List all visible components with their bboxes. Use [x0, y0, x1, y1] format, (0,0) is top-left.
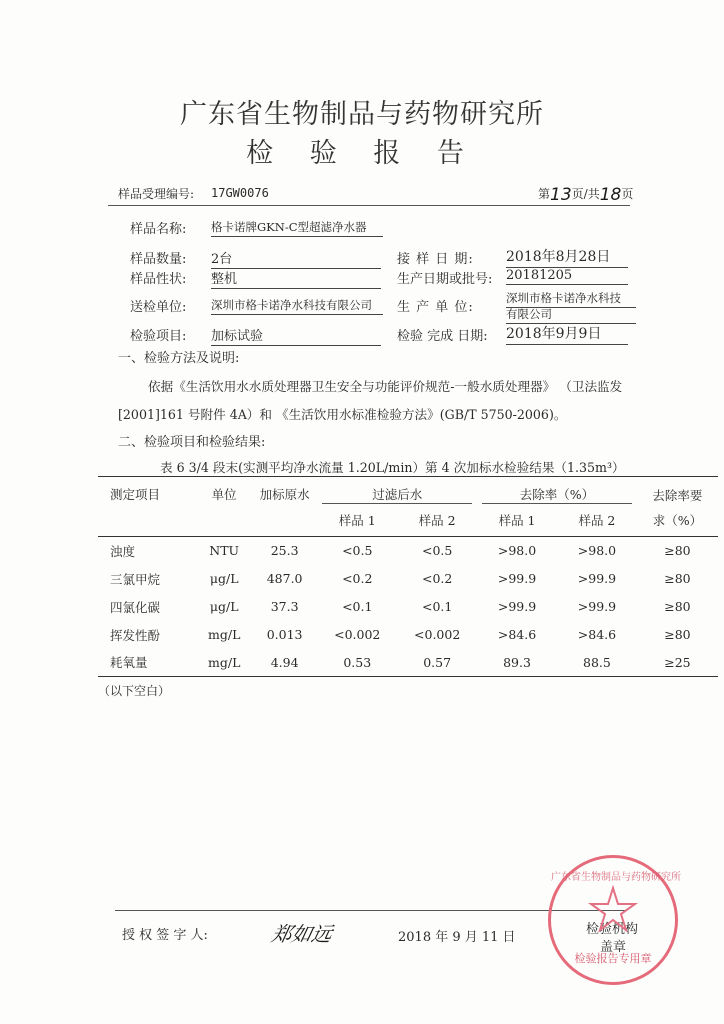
cell-f2: <0.002	[414, 627, 461, 642]
cell-unit: mg/L	[208, 654, 241, 670]
header-rule	[108, 205, 630, 206]
method-line1: 依据《生活饮用水水质处理器卫生安全与功能评价规范-一般水质处理器》 （卫法监发	[148, 379, 623, 394]
cell-item: 三氯甲烷	[110, 571, 161, 587]
cell-item: 浊度	[110, 543, 136, 559]
header-unit: 单位	[211, 487, 237, 502]
cell-r2: >99.9	[577, 571, 617, 586]
state-value: 整机	[211, 268, 381, 289]
header-r-sample2: 样品 2	[578, 513, 616, 529]
seal-label-1: 检验机构	[586, 922, 639, 937]
sample-name-value: 格卡诺牌GKN-C型超滤净水器	[211, 219, 383, 237]
cell-f1: <0.002	[334, 627, 381, 642]
blank-note: （以下空白）	[98, 684, 171, 698]
receive-date-value: 2018年8月28日	[506, 246, 628, 268]
header-r-sample1: 样品 1	[498, 513, 536, 529]
cell-r2: 88.5	[583, 654, 611, 670]
sender-value: 深圳市格卡诺净水科技有限公司	[211, 297, 383, 315]
header-required-2: 求（%）	[652, 513, 703, 529]
method-line2: [2001]161 号附件 4A）和 《生活饮用水标准检验方法》(GB/T 5750-2006)。	[118, 407, 567, 422]
cell-unit: NTU	[209, 543, 240, 559]
cell-f2: <0.5	[421, 543, 453, 559]
cell-r2: >98.0	[577, 543, 617, 559]
header-f-sample1: 样品 1	[338, 513, 376, 529]
cell-raw: 487.0	[266, 571, 303, 586]
method-heading: 一、检验方法及说明:	[118, 351, 240, 366]
cell-req: ≥80	[664, 571, 691, 586]
sender-label: 送检单位:	[130, 300, 187, 315]
header-f-sample2: 样品 2	[418, 513, 456, 529]
item-value: 加标试验	[211, 325, 381, 346]
cell-r1: 89.3	[503, 654, 531, 670]
receive-date-label: 接 样 日 期:	[397, 252, 474, 267]
cell-raw: 0.013	[266, 627, 303, 642]
cell-r1: >84.6	[497, 627, 537, 642]
cell-r2: >84.6	[577, 627, 617, 642]
cell-unit: μg/L	[209, 599, 239, 614]
complete-date-label: 检验 完成 日期:	[397, 329, 488, 344]
cell-req: ≥25	[664, 654, 691, 670]
header-filtered	[317, 477, 477, 505]
cell-f2: <0.2	[421, 571, 453, 586]
header-required-1: 去除率要	[652, 487, 703, 503]
page-prefix: 第	[538, 187, 551, 201]
page-current: 13	[550, 185, 572, 205]
cell-item: 耗氧量	[110, 655, 148, 671]
header-removal-text: 去除率（%）	[482, 485, 632, 504]
table-caption: 表 6 3/4 段末(实测平均净水流量 1.20L/min）第 4 次加标水检验结果（1.35m³）	[160, 460, 625, 475]
results-heading: 二、检验项目和检验结果:	[118, 435, 266, 450]
item-label: 检验项目:	[130, 329, 187, 344]
cell-raw: 25.3	[270, 543, 299, 559]
complete-date-value: 2018年9月9日	[506, 323, 628, 345]
stamp-text-1: 广东省生物制品与药物研究所	[551, 872, 681, 883]
table-body	[98, 537, 718, 677]
state-label: 样品性状:	[130, 272, 187, 287]
header-item: 测定项目	[110, 487, 161, 502]
table-row	[98, 649, 718, 677]
cell-req: ≥80	[664, 543, 691, 559]
institute-name: 广东省生物制品与药物研究所	[180, 99, 544, 130]
cell-item: 挥发性酚	[110, 627, 161, 643]
quantity-label: 样品数量:	[130, 252, 187, 267]
producer-value-line1: 深圳市格卡诺净水科技	[506, 290, 636, 308]
page-indicator	[538, 185, 634, 205]
signature: 郑如远	[269, 922, 335, 946]
table-row	[98, 537, 718, 565]
page-total: 18	[599, 185, 622, 205]
results-table	[98, 476, 718, 677]
cell-r2: >99.9	[577, 599, 617, 614]
sample-name-label: 样品名称:	[130, 222, 187, 237]
cell-raw: 37.3	[270, 599, 299, 614]
table-row	[98, 593, 718, 621]
signer-label: 授 权 签 字 人:	[122, 928, 208, 943]
cell-r1: >99.9	[497, 599, 537, 614]
producer-label: 生 产 单 位:	[397, 300, 474, 315]
cell-req: ≥80	[664, 599, 691, 614]
accept-no-label: 样品受理编号:	[118, 187, 195, 201]
table-row	[98, 621, 718, 649]
cell-f1: 0.53	[343, 654, 372, 670]
seal-label-2: 盖章	[600, 940, 627, 955]
producer-value-line2: 有限公司	[506, 306, 636, 324]
official-seal	[548, 855, 681, 985]
cell-f2: <0.1	[421, 599, 453, 614]
header-raw: 加标原水	[259, 487, 310, 502]
cell-f1: <0.2	[342, 571, 373, 586]
stamp-text-2: 检验报告专用章	[574, 952, 652, 965]
cell-r1: >98.0	[497, 543, 537, 559]
page-mid: 页/共	[571, 187, 600, 201]
page-suffix: 页	[621, 187, 634, 201]
cell-r1: >99.9	[497, 571, 537, 586]
cell-unit: mg/L	[208, 627, 241, 642]
header-removal	[477, 477, 637, 505]
header-filtered-text: 过滤后水	[322, 485, 472, 504]
cell-item: 四氯化碳	[110, 599, 161, 615]
batch-label: 生产日期或批号:	[397, 272, 493, 287]
accept-no: 17GW0076	[211, 186, 269, 200]
batch-value: 20181205	[506, 268, 628, 285]
sign-date: 2018 年 9 月 11 日	[398, 930, 516, 945]
cell-raw: 4.94	[270, 654, 299, 670]
quantity-value: 2台	[211, 248, 381, 269]
cell-unit: μg/L	[209, 571, 239, 586]
table-row	[98, 565, 718, 593]
cell-f1: <0.1	[342, 599, 373, 614]
cell-f1: <0.5	[342, 543, 373, 559]
cell-req: ≥80	[664, 627, 691, 642]
cell-f2: 0.57	[423, 654, 452, 670]
report-title: 检 验 报 告	[246, 138, 478, 169]
